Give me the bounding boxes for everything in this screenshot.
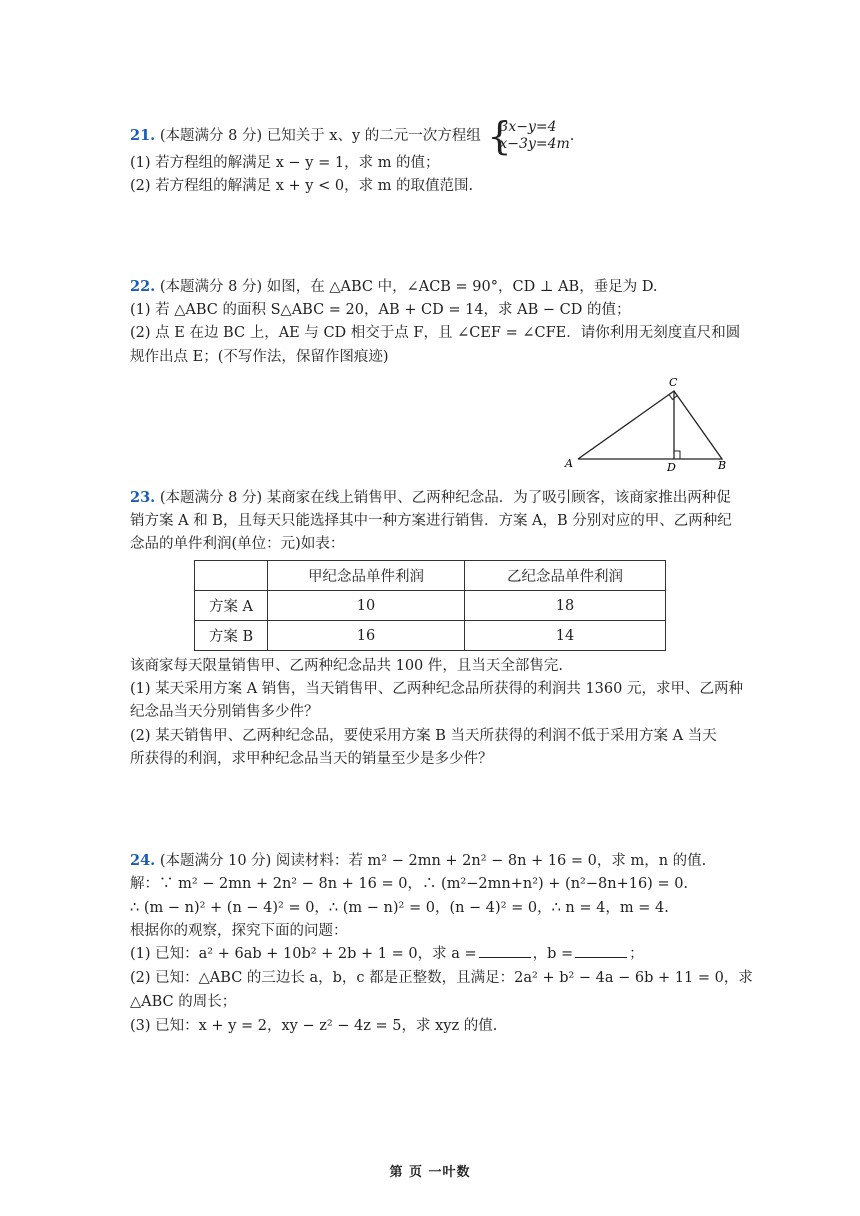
table-cell: 14 <box>465 621 666 651</box>
q24-solution-line2: ∴ (m − n)² + (n − 4)² = 0，∴ (m − n)² = 0，(n − 4)² = 0，∴ n = 4，m = 4. <box>130 900 669 916</box>
q23-heading <box>130 487 731 509</box>
q24-prompt: 根据你的观察，探究下面的问题： <box>130 923 348 939</box>
answer-blank-a[interactable] <box>479 945 531 958</box>
q23-note: 该商家每天限量销售甲、乙两种纪念品共 100 件，且当天全部售完. <box>130 658 564 674</box>
q24-lead: (本题满分 10 分) 阅读材料：若 m² − 2mn + 2n² − 8n + 16 = 0，求 m，n 的值. <box>159 853 707 869</box>
q24-part1-text-c: ； <box>629 946 644 962</box>
q21-lead: (本题满分 8 分) 已知关于 x、y 的二元一次方程组 <box>159 128 481 144</box>
table-header-cell <box>195 561 268 591</box>
q22-number: 22. <box>130 278 156 295</box>
q21-part2: (2) 若方程组的解满足 x + y < 0，求 m 的取值范围. <box>130 178 474 194</box>
q22-part2-line2: 规作出点 E；(不写作法，保留作图痕迹) <box>130 349 389 365</box>
q24-part1 <box>130 943 644 965</box>
q21-part1: (1) 若方程组的解满足 x − y = 1，求 m 的值； <box>130 155 440 171</box>
label-c: C <box>669 376 678 389</box>
q23-part2-line1: (2) 某天销售甲、乙两种纪念品，要使采用方案 B 当天所获得的利润不低于采用方案 A 当天 <box>130 728 717 744</box>
label-a: A <box>565 457 573 470</box>
page-footer: 第 页 一叶数 <box>389 1165 471 1180</box>
q21-heading: 21. (本题满分 8 分) 已知关于 x、y 的二元一次方程组 { 3x−y=4 x−3y=4m . <box>130 114 575 158</box>
q24-number: 24. <box>130 852 156 869</box>
right-angle-d-icon <box>674 451 680 459</box>
q24-part2-line1: (2) 已知：△ABC 的三边长 a，b，c 都是正整数，且满足：2a² + b² − 4a − 6b + 11 = 0，求 <box>130 970 753 986</box>
label-d: D <box>667 461 676 474</box>
q24-part2-line2: △ABC 的周长； <box>130 994 237 1010</box>
table-cell: 16 <box>268 621 465 651</box>
q21-eq1: 3x−y=4 <box>499 119 557 135</box>
profit-table <box>194 560 666 651</box>
q22-lead: (本题满分 8 分) 如图，在 △ABC 中，∠ACB = 90°，CD ⊥ AB，垂足为 D. <box>159 279 658 295</box>
q24-part1-text-a: (1) 已知：a² + 6ab + 10b² + 2b + 1 = 0，求 a = <box>130 946 477 962</box>
table-cell: 10 <box>268 591 465 621</box>
table-header-cell: 甲纪念品单件利润 <box>268 561 465 591</box>
q22-part2-line1: (2) 点 E 在边 BC 上，AE 与 CD 相交于点 F，且 ∠CEF = ∠CFE．请你利用无刻度直尺和圆 <box>130 325 741 341</box>
q24-part1-text-b: ，b = <box>532 946 574 962</box>
table-cell: 18 <box>465 591 666 621</box>
q21-equation-system <box>487 114 570 158</box>
q23-part1-line2: 纪念品当天分别销售多少件？ <box>130 704 319 720</box>
q23-part1-line1: (1) 某天采用方案 A 销售，当天销售甲、乙两种纪念品所获得的利润共 1360 元，求甲、乙两种 <box>130 681 743 697</box>
q23-lead-line1: (本题满分 8 分) 某商家在线上销售甲、乙两种纪念品．为了吸引顾客，该商家推出两种促 <box>159 490 731 506</box>
answer-blank-b[interactable] <box>575 945 627 958</box>
table-row <box>195 621 666 651</box>
q23-lead-line3: 念品的单件利润(单位：元)如表： <box>130 536 345 552</box>
q22-heading <box>130 276 658 298</box>
table-row <box>195 591 666 621</box>
triangle-figure <box>560 375 740 475</box>
table-cell: 方案 A <box>195 591 268 621</box>
table-header-cell: 乙纪念品单件利润 <box>465 561 666 591</box>
q23-part2-line2: 所获得的利润，求甲种纪念品当天的销量至少是多少件？ <box>130 751 493 767</box>
triangle-abc <box>578 391 722 459</box>
brace-icon: { <box>487 114 512 158</box>
q24-solution-line1: 解：∵ m² − 2mn + 2n² − 8n + 16 = 0，∴ (m²−2mn+n²) + (n²−8n+16) = 0. <box>130 876 689 892</box>
q21-eq2: x−3y=4m <box>499 136 570 152</box>
q23-number: 23. <box>130 489 156 506</box>
q24-part3: (3) 已知：x + y = 2，xy − z² − 4z = 5，求 xyz 的值. <box>130 1018 498 1034</box>
q22-part1: (1) 若 △ABC 的面积 S△ABC = 20，AB + CD = 14，求 AB − CD 的值； <box>130 302 631 318</box>
table-cell: 方案 B <box>195 621 268 651</box>
q21-number: 21. <box>130 127 156 144</box>
q23-lead-line2: 销方案 A 和 B，且每天只能选择其中一种方案进行销售．方案 A，B 分别对应的甲、乙两种纪 <box>130 513 732 529</box>
table-header-row <box>195 561 666 591</box>
label-b: B <box>718 459 727 472</box>
q24-heading <box>130 850 706 872</box>
